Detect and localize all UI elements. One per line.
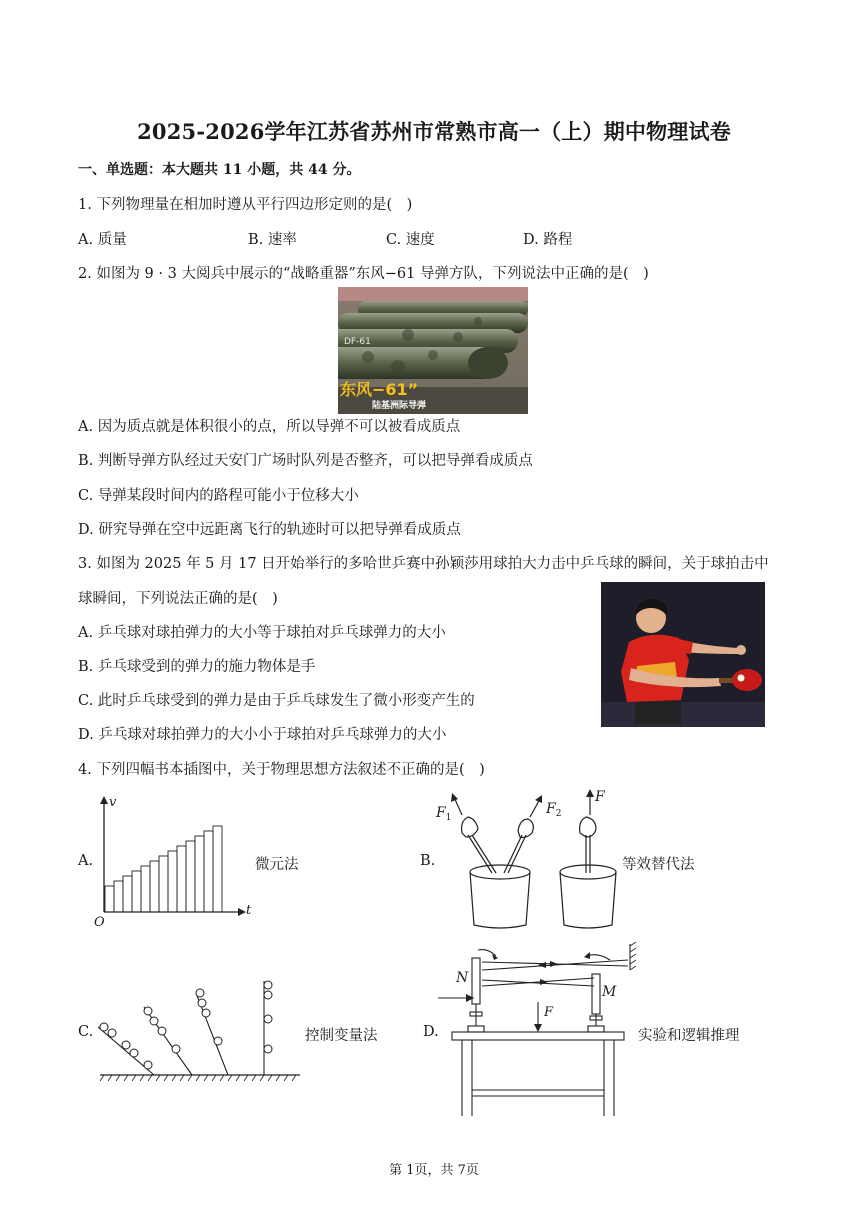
missile-photo [338, 287, 528, 414]
page-footer: 第 1页，共 7页 [389, 1163, 479, 1178]
section-heading: 一、单选题：本大题共 11 小题，共 44 分。 [78, 162, 361, 178]
q1-option-c: C. 速度 [386, 232, 435, 248]
q4-stem: 4. 下列四幅书本插图中，关于物理思想方法叙述不正确的是( ) [78, 762, 485, 778]
q2-option-a: A. 因为质点就是体积很小的点，所以导弹不可以被看成质点 [78, 419, 461, 435]
q3-stem-line1: 3. 如图为 2025 年 5 月 17 日开始举行的多哈世乒赛中孙颖莎用球拍大力击中乒乓球的瞬间，关于球拍击中 [78, 556, 769, 572]
q3-stem-line2: 球瞬间，下列说法正确的是( ) [78, 591, 278, 607]
fig-c-method: 控制变量法 [305, 1028, 378, 1044]
fig-a-origin: O [94, 915, 105, 930]
fig-a-method: 微元法 [255, 857, 299, 873]
photo-caption-small: 陆基洲际导弹 [372, 401, 427, 411]
fig-b-buckets [432, 785, 622, 935]
fig-a-vt-graph [92, 792, 252, 932]
fig-d-mirror-table [438, 940, 638, 1120]
q1-option-b: B. 速率 [248, 232, 297, 248]
fig-b-f1: $F_1$ [436, 805, 452, 823]
fig-d-n: N [456, 970, 469, 986]
q3-option-c: C. 此时乒乓球受到的弹力是由于乒乓球发生了微小形变产生的 [78, 693, 475, 709]
q1-option-d: D. 路程 [523, 232, 573, 248]
missile-marking: DF-61 [344, 337, 371, 347]
fig-a-axis-t: t [246, 903, 252, 918]
q2-stem: 2. 如图为 9 · 3 大阅兵中展示的“战略重器”东风−61 导弹方队，下列说法中正确的是( ) [78, 266, 649, 282]
q2-option-b: B. 判断导弹方队经过天安门广场时队列是否整齐，可以把导弹看成质点 [78, 453, 533, 469]
fig-b-method: 等效替代法 [622, 857, 695, 873]
q1-stem: 1. 下列物理量在相加时遵从平行四边形定则的是( ) [78, 197, 413, 213]
page-title: 2025-2026学年江苏省苏州市常熟市高一（上）期中物理试卷 [137, 119, 731, 144]
fig-a-letter: A. [78, 853, 94, 869]
fig-d-letter: D. [423, 1024, 439, 1040]
fig-d-method: 实验和逻辑推理 [638, 1028, 740, 1044]
q2-option-d: D. 研究导弹在空中远距离飞行的轨迹时可以把导弹看成质点 [78, 522, 461, 538]
fig-b-f: F [595, 789, 605, 805]
fig-d-f: F [544, 1005, 554, 1020]
fig-a-axis-v: v [109, 795, 117, 810]
fig-d-m: M [602, 984, 617, 1000]
fig-c-letter: C. [78, 1024, 94, 1040]
q2-option-c: C. 导弹某段时间内的路程可能小于位移大小 [78, 488, 359, 504]
table-tennis-photo [601, 582, 765, 727]
q1-option-a: A. 质量 [78, 232, 127, 248]
q3-option-b: B. 乒乓球受到的弹力的施力物体是手 [78, 659, 316, 675]
photo-caption-big: 东风−61” [340, 380, 419, 399]
fig-b-f2: $F_2$ [546, 801, 562, 819]
fig-b-letter: B. [420, 853, 436, 869]
q3-option-d: D. 乒乓球对球拍弹力的大小小于球拍对乒乓球弹力的大小 [78, 727, 447, 743]
fig-c-inclined-planes [92, 975, 302, 1085]
q3-option-a: A. 乒乓球对球拍弹力的大小等于球拍对乒乓球弹力的大小 [78, 625, 446, 641]
